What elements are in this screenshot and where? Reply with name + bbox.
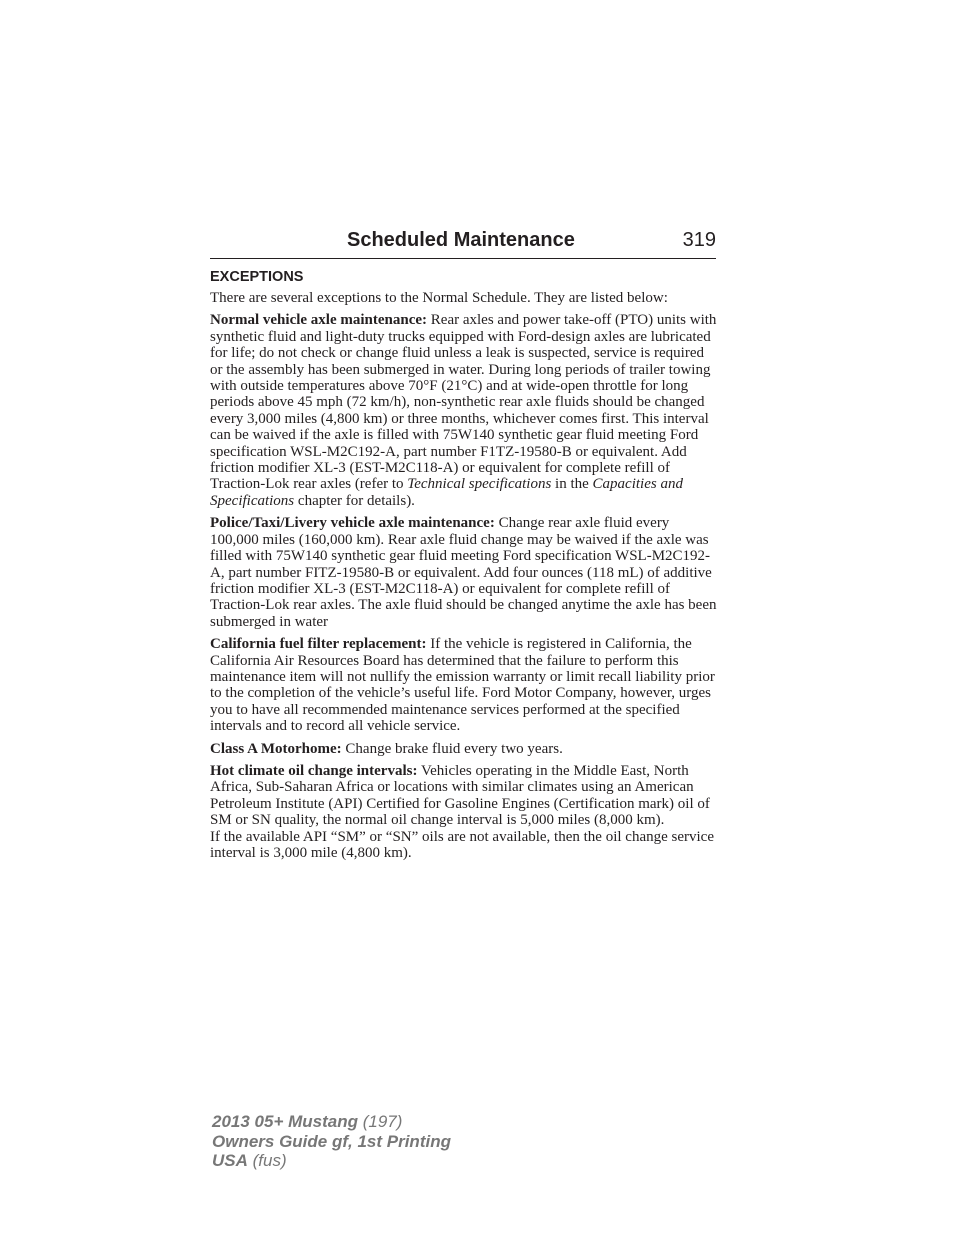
footer-market: USA <box>212 1151 248 1170</box>
california-fuel-text: If the vehicle is registered in California, the California Air Resources Board has determined that the failure to perform this maintenance item will not nullify the emission warranty or limit recall liability prior to the completion of the vehicle’s useful life. Ford Motor Company, however, urges you to have all recommended maintenance services performed at the specified intervals and to record all vehicle service. <box>210 636 715 735</box>
axle-maintenance-term: Normal vehicle axle maintenance: <box>210 312 428 329</box>
capacities-specifications-reference: Capacities and Specifications <box>210 476 683 509</box>
axle-maintenance-text: Rear axles and power take-off (PTO) units with synthetic fluid and light-duty trucks equipped with Ford-design axles are lubricated for life; do not check or change fluid unless a leak is suspected, service is required or the assembly has been submerged in water. During long periods of trailer towing with outside temperatures above 70°F (21°C) and at wide-open throttle for long periods above 45 mph (72 km/h), non-synthetic rear axle fluids should be changed every 3,000 miles (4,800 km) or three months, whichever comes first. This interval can be waived if the axle is filled with 75W140 synthetic gear fluid meeting Ford specification WSL-M2C192-A, part number F1TZ-19580-B or equivalent. Add friction modifier XL-3 (EST-M2C118-A) or equivalent for complete refill of Traction-Lok rear axles (refer to <box>210 312 717 493</box>
section-heading: EXCEPTIONS <box>210 269 304 285</box>
hot-climate-followup: If the available API “SM” or “SN” oils are not available, then the oil change service interval is 3,000 mile (4,800 km). <box>210 828 714 861</box>
footer-model: 2013 05+ Mustang <box>212 1112 358 1131</box>
page-number: 319 <box>682 229 716 251</box>
hot-climate-text: Vehicles operating in the Middle East, North Africa, Sub-Saharan Africa or locations with similar climates using an American Petroleum Institute (API) Certified for Gasoline Engines (Certification mark) oil of SM or SN quality, the normal oil change interval is 5,000 miles (8,000 km). <box>210 762 710 829</box>
hot-climate-paragraph <box>210 763 720 829</box>
motorhome-text: Change brake fluid every two years. <box>341 740 563 757</box>
page-header <box>210 228 716 259</box>
motorhome-paragraph <box>210 741 720 757</box>
axle-maintenance-connector: in the <box>551 476 593 493</box>
technical-specifications-reference: Technical specifications <box>407 476 552 493</box>
california-fuel-term: California fuel filter replacement: <box>210 636 427 653</box>
footer-model-line <box>212 1112 451 1132</box>
california-fuel-paragraph <box>210 636 720 734</box>
footer-model-code: (197) <box>358 1112 403 1131</box>
police-axle-term: Police/Taxi/Livery vehicle axle maintenance: <box>210 515 495 532</box>
axle-maintenance-ending: chapter for details). <box>294 492 415 509</box>
footer-market-line <box>212 1151 451 1171</box>
motorhome-term: Class A Motorhome: <box>210 740 342 757</box>
page-footer <box>212 1112 451 1171</box>
footer-market-code: (fus) <box>247 1151 287 1170</box>
hot-climate-term: Hot climate oil change intervals: <box>210 762 418 779</box>
footer-printing-line: Owners Guide gf, 1st Printing <box>212 1131 451 1151</box>
axle-maintenance-paragraph <box>210 312 720 509</box>
police-axle-paragraph <box>210 515 720 630</box>
chapter-title: Scheduled Maintenance <box>347 229 575 251</box>
police-axle-text: Change rear axle fluid every 100,000 miles (160,000 km). Rear axle fluid change may be waived if the axle was filled with 75W140 synthetic gear fluid meeting Ford specification WSL-M2C192-A, part number FITZ-19580-B or equivalent. Add four ounces (118 mL) of additive friction modifier XL-3 (EST-M2C118-A) or equivalent for complete refill of Traction-Lok rear axles. The axle fluid should be changed anytime the axle has been submerged in water <box>210 515 717 630</box>
page-body <box>210 268 720 867</box>
intro-paragraph: There are several exceptions to the Normal Schedule. They are listed below: <box>210 290 668 306</box>
